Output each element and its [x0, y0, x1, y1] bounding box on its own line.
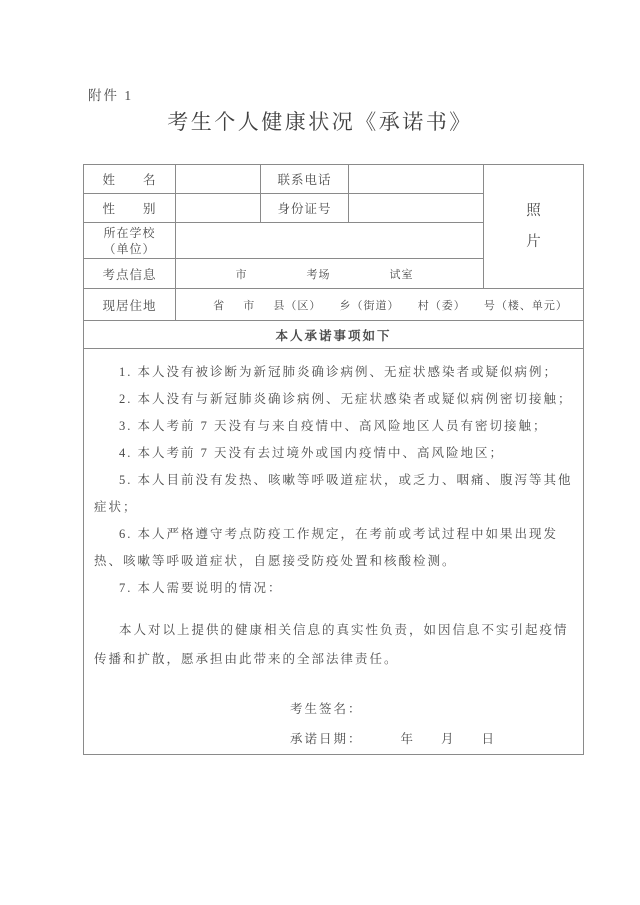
id-number-value-cell [349, 194, 484, 223]
commitment-header: 本人承诺事项如下 [84, 321, 584, 349]
gender-value-cell [176, 194, 261, 223]
phone-label: 联系电话 [261, 165, 349, 194]
page-title: 考生个人健康状况《承诺书》 [167, 110, 473, 134]
row-residence [84, 289, 584, 321]
residence-units [176, 297, 583, 313]
residence-unit-province: 省 [213, 299, 226, 312]
exam-info-value-cell [176, 259, 484, 289]
gender-label: 性 别 [84, 194, 176, 223]
school-label-line-2: （单位） [103, 241, 156, 256]
attachment-label: 附件 1 [88, 88, 134, 103]
date-unit-year: 年 [400, 731, 416, 746]
residence-value-cell [176, 289, 584, 321]
row-name-phone [84, 165, 584, 194]
exam-info-label: 考点信息 [84, 259, 176, 289]
commitment-item-4: 4. 本人考前 7 天没有去过境外或国内疫情中、高风险地区； [119, 445, 505, 460]
signature-label: 考生签名： [290, 701, 363, 716]
residence-unit-village: 村（委） [417, 299, 466, 312]
exam-unit-room: 考场 [306, 268, 331, 281]
photo-label-char-2: 片 [526, 233, 541, 250]
commitment-body-cell [84, 349, 584, 755]
truth-declaration: 本人对以上提供的健康相关信息的真实性负责，如因信息不实引起疫情传播和扩散，愿承担由此带来的全部法律责任。 [94, 622, 569, 666]
date-unit-month: 月 [441, 731, 456, 746]
date-line [290, 724, 573, 754]
commitment-body [84, 350, 583, 754]
school-value-cell [176, 223, 484, 259]
health-form-table [83, 164, 584, 755]
residence-unit-county: 县（区） [273, 299, 322, 312]
exam-unit-city: 市 [235, 268, 248, 281]
row-commitment-body [84, 349, 584, 755]
residence-unit-number: 号（楼、单元） [483, 299, 568, 312]
row-commitment-header [84, 321, 584, 349]
exam-info-units [176, 266, 483, 282]
date-label: 承诺日期： [290, 731, 363, 746]
name-value-cell [176, 165, 261, 194]
commitment-item-7: 7. 本人需要说明的情况： [119, 580, 283, 595]
name-label: 姓 名 [84, 165, 176, 194]
date-unit-day: 日 [481, 731, 497, 746]
residence-unit-township: 乡（街道） [339, 299, 400, 312]
photo-cell [484, 165, 584, 289]
exam-unit-testroom: 试室 [389, 268, 414, 281]
phone-value-cell [349, 165, 484, 194]
photo-label [484, 204, 583, 249]
commitment-item-3: 3. 本人考前 7 天没有与来自疫情中、高风险地区人员有密切接触； [119, 418, 548, 433]
commitment-item-5: 5. 本人目前没有发热、咳嗽等呼吸道症状，或乏力、咽痛、腹泻等其他症状； [94, 472, 573, 514]
school-label-line-1: 所在学校 [103, 225, 156, 240]
photo-label-char-1: 照 [526, 203, 541, 219]
signature-block [290, 694, 573, 754]
commitment-item-6: 6. 本人严格遵守考点防疫工作规定，在考前或考试过程中如果出现发热、咳嗽等呼吸道症状，自愿接受防疫处置和核酸检测。 [94, 526, 559, 568]
commitment-item-2: 2. 本人没有与新冠肺炎确诊病例、无症状感染者或疑似病例密切接触； [119, 391, 573, 406]
residence-label: 现居住地 [84, 289, 176, 321]
commitment-item-1: 1. 本人没有被诊断为新冠肺炎确诊病例、无症状感染者或疑似病例； [119, 364, 559, 379]
school-label [84, 223, 176, 259]
id-number-label: 身份证号 [261, 194, 349, 223]
residence-unit-city: 市 [243, 299, 256, 312]
